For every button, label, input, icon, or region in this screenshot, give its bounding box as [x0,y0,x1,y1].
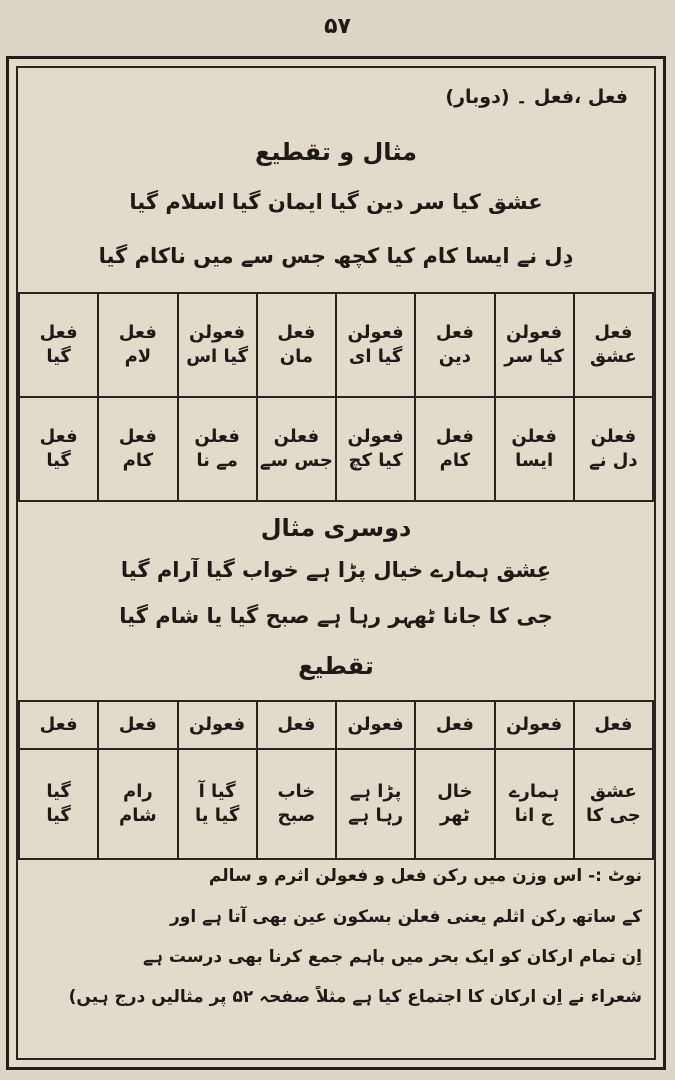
verse-3: عِشق ہمارے خیال پڑا ہے خواب گیا آرام گیا [120,558,552,582]
verse-1: عشق کیا سر دین گیا ایمان گیا اسلام گیا [129,190,543,214]
table-cell [178,397,257,501]
table-cell [98,749,177,859]
verse-fragment: ایسا [515,450,554,471]
scansion-subheading: تقطیع [298,652,374,680]
table-cell [98,293,177,397]
verse-fragment: لام [124,346,152,367]
table-cell [19,397,98,501]
verse-fragment: مان [279,346,314,367]
verse-fragment: گیا یا [194,805,240,826]
verse-fragment: کام [122,450,154,471]
table-cell [574,397,653,501]
meter-foot: فعل [39,425,78,447]
verse-fragment: شام [119,805,157,826]
meter-foot: فعل [415,701,494,749]
meter-foot: فعل [98,701,177,749]
note-line-2: کے ساتھ رکن اثلم یعنی فعلن بسکون عین بھی آتا ہے اور [169,907,642,927]
table-cell [19,749,98,859]
table-cell [415,293,494,397]
note-line-3: اِن تمام ارکان کو ایک بحر میں باہم جمع کرنا بھی درست ہے [142,947,642,967]
table-cell [257,749,336,859]
table-cell [574,293,653,397]
meter-foot: فعل [435,425,474,447]
verse-2: دِل نے ایسا کام کیا کچھ جس سے میں ناکام گیا [98,244,574,268]
verse-fragment: جی کا [586,805,641,826]
meter-foot: فعلن [511,425,557,447]
note-line-1: نوٹ :- اس وزن میں رکن فعل و فعولن اثرم و سالم [208,866,642,886]
meter-foot: فعلن [194,425,240,447]
meter-foot: فعل [574,701,653,749]
scansion-table-2 [18,700,654,860]
meter-foot: فعل [19,701,98,749]
verse-fragment: دل نے [589,450,638,471]
note-line-4: شعراء نے اِن ارکان کا اجتماع کیا ہے مثلاً صفحہ ۵۲ پر مثالیں درج ہیں) [68,987,642,1007]
meter-foot: فعلن [590,425,637,447]
verse-fragment: پڑا ہے [349,780,402,802]
table-cell [495,749,574,859]
verse-fragment: کیا سر [504,346,564,367]
table-cell [178,293,257,397]
verse-fragment: عشق [589,346,637,367]
verse-fragment: جس سے [259,450,333,471]
table-cell [574,749,653,859]
table-cell [98,397,177,501]
meter-foot: فعلن [273,425,320,447]
table-cell [19,293,98,397]
verse-fragment: گیا [46,450,71,471]
verse-fragment: ہمارے [508,780,560,802]
table-row [19,293,653,397]
meter-foot: فعل [257,701,336,749]
table-header-row [19,701,653,749]
meter-foot: فعل [118,321,157,343]
page-number: ۵۷ [324,14,351,39]
meter-foot: فعولن [178,701,257,749]
table-cell [257,397,336,501]
table-cell [415,749,494,859]
verse-4: جی کا جانا ٹھہر رہا ہے صبح گیا یا شام گیا [119,604,553,628]
table-cell [415,397,494,501]
verse-fragment: خال [437,780,473,802]
table-cell [336,293,415,397]
verse-fragment: گیا اس [186,346,249,367]
table-cell [178,749,257,859]
meter-foot: فعل [277,321,316,343]
table-cell [336,749,415,859]
verse-fragment: گیا [46,805,71,826]
meter-foot: فعولن [336,701,415,749]
verse-fragment: ٹھر [439,805,470,826]
meter-foot: فعل [39,321,78,343]
meter-foot: فعولن [506,321,563,343]
scansion-table-1 [18,292,654,502]
table-cell [495,293,574,397]
verse-fragment: کام [439,450,471,471]
verse-fragment: عشق [589,780,637,802]
meter-foot: فعولن [495,701,574,749]
verse-fragment: دین [438,346,471,367]
table-row [19,397,653,501]
table-cell [495,397,574,501]
second-example-heading: دوسری مثال [260,514,412,542]
meter-foot: فعولن [347,425,404,447]
meter-foot: فعل [594,321,633,343]
verse-fragment: گیا [46,346,71,367]
example-heading: مثال و تقطیع [255,138,417,166]
meter-foot: فعولن [189,321,246,343]
verse-fragment: مے نا [196,450,238,471]
meter-pattern: فعل ،فعل ۔ (دوبار) [445,86,628,108]
table-cell [257,293,336,397]
meter-foot: فعل [435,321,474,343]
meter-foot: فعولن [347,321,404,343]
verse-fragment: خاب [277,780,316,802]
verse-fragment: ج انا [514,805,554,826]
verse-fragment: صبح [277,805,316,826]
table-row [19,749,653,859]
verse-fragment: گیا آ [198,780,236,802]
verse-fragment: کیا کچ [348,450,403,471]
table-cell [336,397,415,501]
verse-fragment: گیا ای [348,346,403,367]
verse-fragment: رام [123,780,153,802]
verse-fragment: گیا [46,780,71,802]
verse-fragment: رہا ہے [348,805,404,826]
meter-foot: فعل [118,425,157,447]
